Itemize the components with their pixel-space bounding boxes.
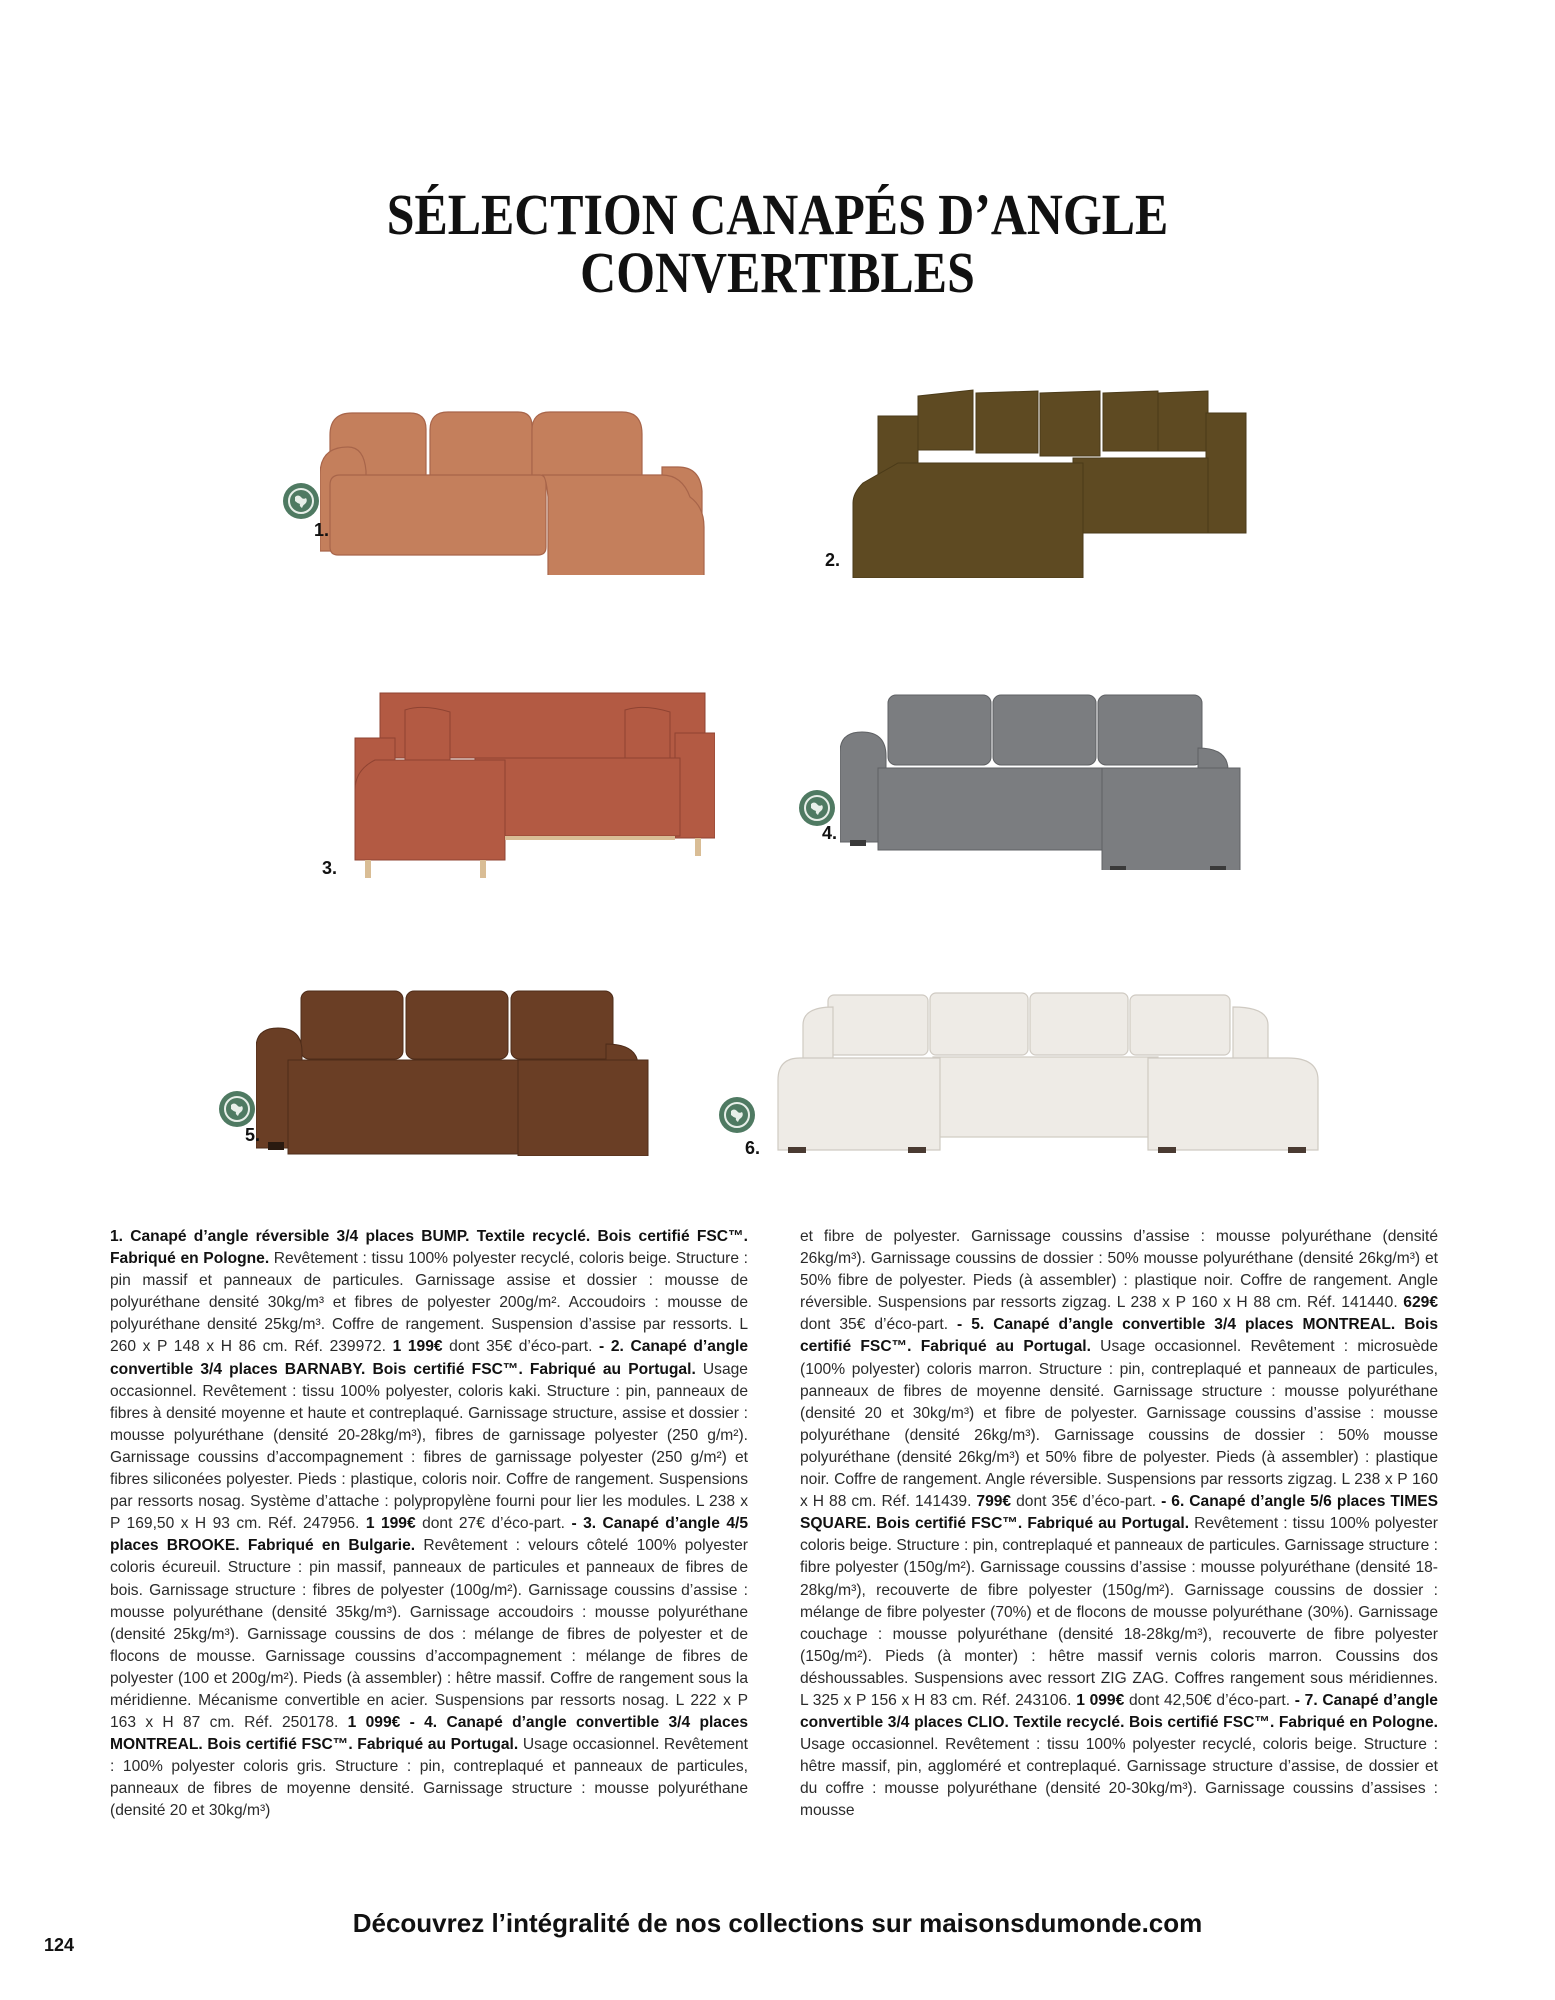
- description-bold-run: 1 099€: [1076, 1691, 1125, 1709]
- product-4-image[interactable]: [840, 690, 1250, 870]
- product-2-number: 2.: [825, 550, 841, 570]
- description-text-run: Usage occasionnel. Revêtement : tissu 100% polyester recyclé, coloris beige. Structure : hêtre massif, pin, aggloméré et contreplaqué. Garnissage structure d’assise, de dossier et du coffre : mousse polyuréthane (densité 20-30kg/m³). Garnissage coussins d’assises : mousse: [800, 1736, 1438, 1820]
- description-bold-run: - 3. Canapé d’angle 4/5 places BROOKE. Fabriqué en Bulgarie.: [110, 1515, 749, 1555]
- eco-badge-icon-6: [718, 1096, 756, 1134]
- description-text-run: dont 35€ d’éco-part.: [1011, 1493, 1162, 1511]
- eco-badge-icon-4: [798, 789, 836, 827]
- description-text-run: Revêtement : tissu 100% polyester recyclé, coloris beige. Structure : pin massif et panneaux de particules. Garnissage assise et dossier : mousse de polyuréthane densité 30kg/m³ et fibres de polyester 200g/m². Accoudoirs : mousse de polyuréthane densité 25kg/m³. Coffre de rangement. Suspension d’assise par ressorts. L 260 x P 148 x H 86 cm. Réf. 239972.: [110, 1250, 748, 1356]
- description-bold-run: 799€: [976, 1493, 1012, 1511]
- description-bold-run: 1. Canapé d’angle réversible 3/4 places BUMP. Textile recyclé. Bois certifié FSC™. Fabriqué en Pologne.: [110, 1228, 748, 1268]
- product-3-number: 3.: [322, 858, 338, 878]
- product-1-number: 1.: [314, 520, 330, 540]
- product-6-number: 6.: [745, 1138, 761, 1158]
- product-5-number: 5.: [245, 1125, 261, 1145]
- product-4-number: 4.: [822, 823, 838, 843]
- description-text-run: Revêtement : velours côtelé 100% polyester coloris écureuil. Structure : pin massif, panneaux de particules et panneaux de fibres de bois. Garnissage structure : fibres de polyester (100g/m²). Garnissage coussins d’assise : mousse polyuréthane (densité 35kg/m³). Garnissage accoudoirs : mousse polyuréthane (densité 25kg/m³). Garnissage coussins de dos : mélange de fibres de polyester et de flocons de mousse. Garnissage coussins d’accompagnement : mélange de fibres de polyester (100 et 200g/m²). Pieds (à assembler) : hêtre massif. Coffre de rangement sous la méridienne. Mécanisme convertible en acier. Suspensions par ressorts nosag. L 222 x P 163 x H 87 cm. Réf. 250178.: [110, 1537, 748, 1732]
- page-number: 124: [44, 1935, 75, 1955]
- description-bold-run: 629€: [1403, 1294, 1438, 1312]
- eco-badge-icon-5: [218, 1090, 256, 1128]
- description-text-run: dont 35€ d’éco-part.: [800, 1316, 958, 1334]
- footer-website-cta[interactable]: Découvrez l’intégralité de nos collections sur maisonsdumonde.com: [352, 1908, 1203, 1938]
- description-column-right: [800, 1226, 1438, 1823]
- description-bold-run: - 5. Canapé d’angle convertible 3/4 places MONTREAL. Bois certifié FSC™. Fabriqué au Portugal.: [800, 1316, 1438, 1356]
- product-2-image[interactable]: [848, 378, 1248, 578]
- product-5-image[interactable]: [256, 986, 666, 1156]
- product-3-image[interactable]: [335, 688, 715, 878]
- description-text-run: Usage occasionnel. Revêtement : 100% polyester coloris gris. Structure : pin, contreplaqué et panneaux de particules, panneaux de fibres de moyenne densité. Garnissage structure : mousse polyuréthane (densité 20 et 30kg/m³): [110, 1736, 748, 1820]
- description-bold-run: 1 199€: [392, 1338, 443, 1356]
- description-column-left: [110, 1226, 748, 1823]
- description-text-run: Usage occasionnel. Revêtement : microsuède (100% polyester) coloris marron. Structure : pin, contreplaqué et panneaux de particules, panneaux de fibres de moyenne densité. Garnissage structure : mousse polyuréthane (densité 20 et 30kg/m³) et fibre de polyester. Garnissage coussins d’assise : mousse polyuréthane (densité 26kg/m³). Garnissage coussins de dossier : 50% mousse polyuréthane (densité 26kg/m³) et 50% fibre de polyester. Pieds (à assembler) : plastique noir. Coffre de rangement. Angle réversible. Suspensions par ressorts zigzag. L 238 x P 160 x H 88 cm. Réf. 141439.: [800, 1338, 1439, 1511]
- product-6-image[interactable]: [758, 985, 1328, 1155]
- page-title: [109, 182, 1446, 305]
- description-text-run: dont 42,50€ d’éco-part.: [1124, 1691, 1295, 1709]
- description-text-run: et fibre de polyester. Garnissage coussins d’assise : mousse polyuréthane (densité 26kg/m³). Garnissage coussins de dossier : 50% mousse polyuréthane (densité 26kg/m³) et 50% fibre de polyester. Pieds (à assembler) : plastique noir. Coffre de rangement. Angle réversible. Suspensions par ressorts zigzag. L 238 x P 160 x H 88 cm. Réf. 141440.: [800, 1228, 1438, 1312]
- eco-badge-icon-1: [282, 482, 320, 520]
- description-bold-run: - 6. Canapé d’angle 5/6 places TIMES SQUARE. Bois certifié FSC™. Fabriqué au Portugal.: [800, 1493, 1439, 1533]
- page-title-line1: SÉLECTION CANAPÉS D’ANGLE: [386, 182, 1169, 247]
- description-text-run: Revêtement : tissu 100% polyester coloris beige. Structure : pin, contreplaqué et panneaux de particules. Garnissage structure : fibre polyester (150g/m²). Garnissage coussins d’assise : mousse polyuréthane (densité 18-28kg/m³), recouverte de fibre polyester (150g/m²). Garnissage coussins de dossier : mélange de fibre polyester (70%) et de flocons de mousse polyuréthane (30%). Garnissage couchage : mousse polyuréthane (densité 18-28kg/m³), recouverte de fibre polyester (150g/m²). Pieds (à monter) : hêtre massif vernis coloris marron. Coussins dos déshoussables. Suspensions avec ressort ZIG ZAG. Coffres rangement sous méridiennes. L 325 x P 156 x H 83 cm. Réf. 243106.: [800, 1515, 1438, 1709]
- description-text-run: Usage occasionnel. Revêtement : tissu 100% polyester, coloris kaki. Structure : pin, panneaux de fibres à densité moyenne et haute et contreplaqué. Garnissage structure, assise et dossier : mousse polyuréthane (densité 20-28kg/m³), fibres de garnissage polyester (250 g/m²). Garnissage coussins d’accompagnement : fibres de garnissage polyester (250 g/m²) et fibres siliconées polyester. Pieds : plastique, coloris noir. Coffre de rangement. Suspensions par ressorts nosag. Système d’attache : polypropylène fourni pour lier les modules. L 238 x P 169,50 x H 93 cm. Réf. 247956.: [110, 1360, 748, 1533]
- description-text-run: dont 35€ d’éco-part.: [442, 1338, 600, 1356]
- description-bold-run: - 2. Canapé d’angle convertible 3/4 places BARNABY. Bois certifié FSC™. Fabriqué au Portugal.: [110, 1338, 748, 1378]
- description-bold-run: 1 099€ - 4. Canapé d’angle convertible 3/4 places MONTREAL. Bois certifié FSC™. Fabriqué au Portugal.: [110, 1714, 748, 1754]
- page-title-line2: CONVERTIBLES: [580, 240, 975, 305]
- description-bold-run: - 7. Canapé d’angle convertible 3/4 places CLIO. Textile recyclé. Bois certifié FSC™. Fabriqué en Pologne.: [800, 1691, 1438, 1732]
- description-bold-run: 1 199€: [365, 1515, 416, 1533]
- description-text-run: dont 27€ d’éco-part.: [415, 1515, 572, 1533]
- product-1-image[interactable]: [320, 395, 730, 575]
